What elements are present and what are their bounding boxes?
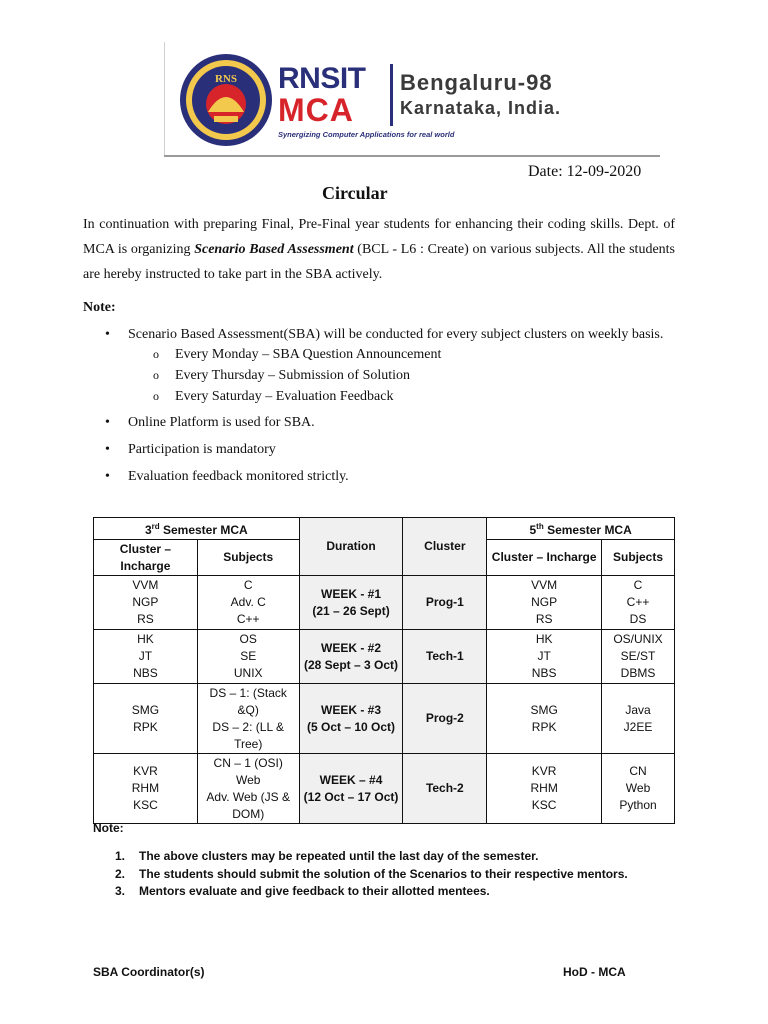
table-row <box>94 754 675 824</box>
table-cell: Prog-2 <box>403 684 487 754</box>
col-header: Cluster – Incharge <box>94 540 198 576</box>
table-cell: DS – 1: (Stack &Q) DS – 2: (LL & Tree) <box>197 684 299 754</box>
list-item: 1. The above clusters may be repeated until the last day of the semester. <box>115 849 539 863</box>
list-item: • Online Platform is used for SBA. <box>83 413 675 433</box>
sub-list-item: o Every Thursday – Submission of Solution <box>128 365 675 386</box>
sub-list-item: o Every Monday – SBA Question Announcement <box>128 344 675 365</box>
table-cell: VVM NGP RS <box>487 576 602 630</box>
table-cell: CN Web Python <box>602 754 675 824</box>
note-label: Note: <box>83 300 116 315</box>
table-cell: SMG RPK <box>487 684 602 754</box>
table-cell: KVR RHM KSC <box>487 754 602 824</box>
svg-text:RNS: RNS <box>214 73 238 85</box>
rns-seal-logo <box>178 52 274 148</box>
page-title: Circular <box>322 183 388 203</box>
table-cell: Tech-2 <box>403 754 487 824</box>
table-cell: OS SE UNIX <box>197 630 299 684</box>
table-cell: C Adv. C C++ <box>197 576 299 630</box>
col-header: Subjects <box>602 540 675 576</box>
table-note-label: Note: <box>93 821 124 835</box>
table-row <box>94 684 675 754</box>
brand-mca: MCA <box>278 92 354 128</box>
table-row <box>94 630 675 684</box>
intro-text-2: (BCL - L6 : Create) on various subjects. All the students are hereby instructed to take part in the SBA actively. <box>83 242 675 282</box>
list-item: 3. Mentors evaluate and give feedback to their allotted mentees. <box>115 884 490 898</box>
table-cell: WEEK – #4 (12 Oct – 17 Oct) <box>299 754 403 824</box>
letterhead <box>164 42 660 157</box>
circular-date: Date: 12-09-2020 <box>528 163 642 180</box>
sem5-header: 5th Semester MCA <box>487 518 675 540</box>
table-cell: CN – 1 (OSI) Web Adv. Web (JS & DOM) <box>197 754 299 824</box>
brand-rnsit: RNSIT <box>278 62 366 95</box>
header-tagline: Synergizing Computer Applications for real world <box>278 130 455 139</box>
notes-list <box>93 848 628 901</box>
table-cell: SMG RPK <box>94 684 198 754</box>
table-cell: C C++ DS <box>602 576 675 630</box>
table-cell: Tech-1 <box>403 630 487 684</box>
table-cell: WEEK - #1 (21 – 26 Sept) <box>299 576 403 630</box>
table-cell: Prog-1 <box>403 576 487 630</box>
bullet-text: Scenario Based Assessment(SBA) will be conducted for every subject clusters on weekly basis. <box>128 327 664 342</box>
list-item: • Evaluation feedback monitored strictly. <box>83 467 675 487</box>
col-header: Cluster – Incharge <box>487 540 602 576</box>
sem3-header: 3rd Semester MCA <box>94 518 300 540</box>
signature-hod: HoD - MCA <box>563 965 626 979</box>
table-cell: HK JT NBS <box>94 630 198 684</box>
list-item: • Participation is mandatory <box>83 440 675 460</box>
cluster-header: Cluster <box>403 518 487 576</box>
table-cell: KVR RHM KSC <box>94 754 198 824</box>
sub-bullet-list <box>128 344 675 407</box>
table-header-row <box>94 518 675 540</box>
bullet-list <box>83 325 675 487</box>
header-city: Bengaluru-98 <box>400 70 553 95</box>
table-row <box>94 576 675 630</box>
intro-text-1: In continuation with preparing Final, Pre-Final year students for enhancing their coding skills. Dept. of MCA is organizing <box>83 217 675 257</box>
header-state: Karnataka, India. <box>400 98 562 118</box>
schedule-table <box>93 517 675 824</box>
header-divider <box>164 155 660 157</box>
list-item: 2. The students should submit the solution of the Scenarios to their respective mentors. <box>115 866 628 881</box>
intro-emphasis: Scenario Based Assessment <box>194 242 354 257</box>
brand-divider <box>390 64 393 126</box>
table-cell: OS/UNIX SE/ST DBMS <box>602 630 675 684</box>
intro-paragraph <box>83 212 675 287</box>
table-cell: Java J2EE <box>602 684 675 754</box>
table-cell: VVM NGP RS <box>94 576 198 630</box>
table-cell: WEEK - #2 (28 Sept – 3 Oct) <box>299 630 403 684</box>
sub-list-item: o Every Saturday – Evaluation Feedback <box>128 386 675 407</box>
duration-header: Duration <box>299 518 403 576</box>
table-cell: HK JT NBS <box>487 630 602 684</box>
signature-sba-coordinator: SBA Coordinator(s) <box>93 965 205 979</box>
col-header: Subjects <box>197 540 299 576</box>
table-cell: WEEK - #3 (5 Oct – 10 Oct) <box>299 684 403 754</box>
list-item <box>83 325 675 407</box>
